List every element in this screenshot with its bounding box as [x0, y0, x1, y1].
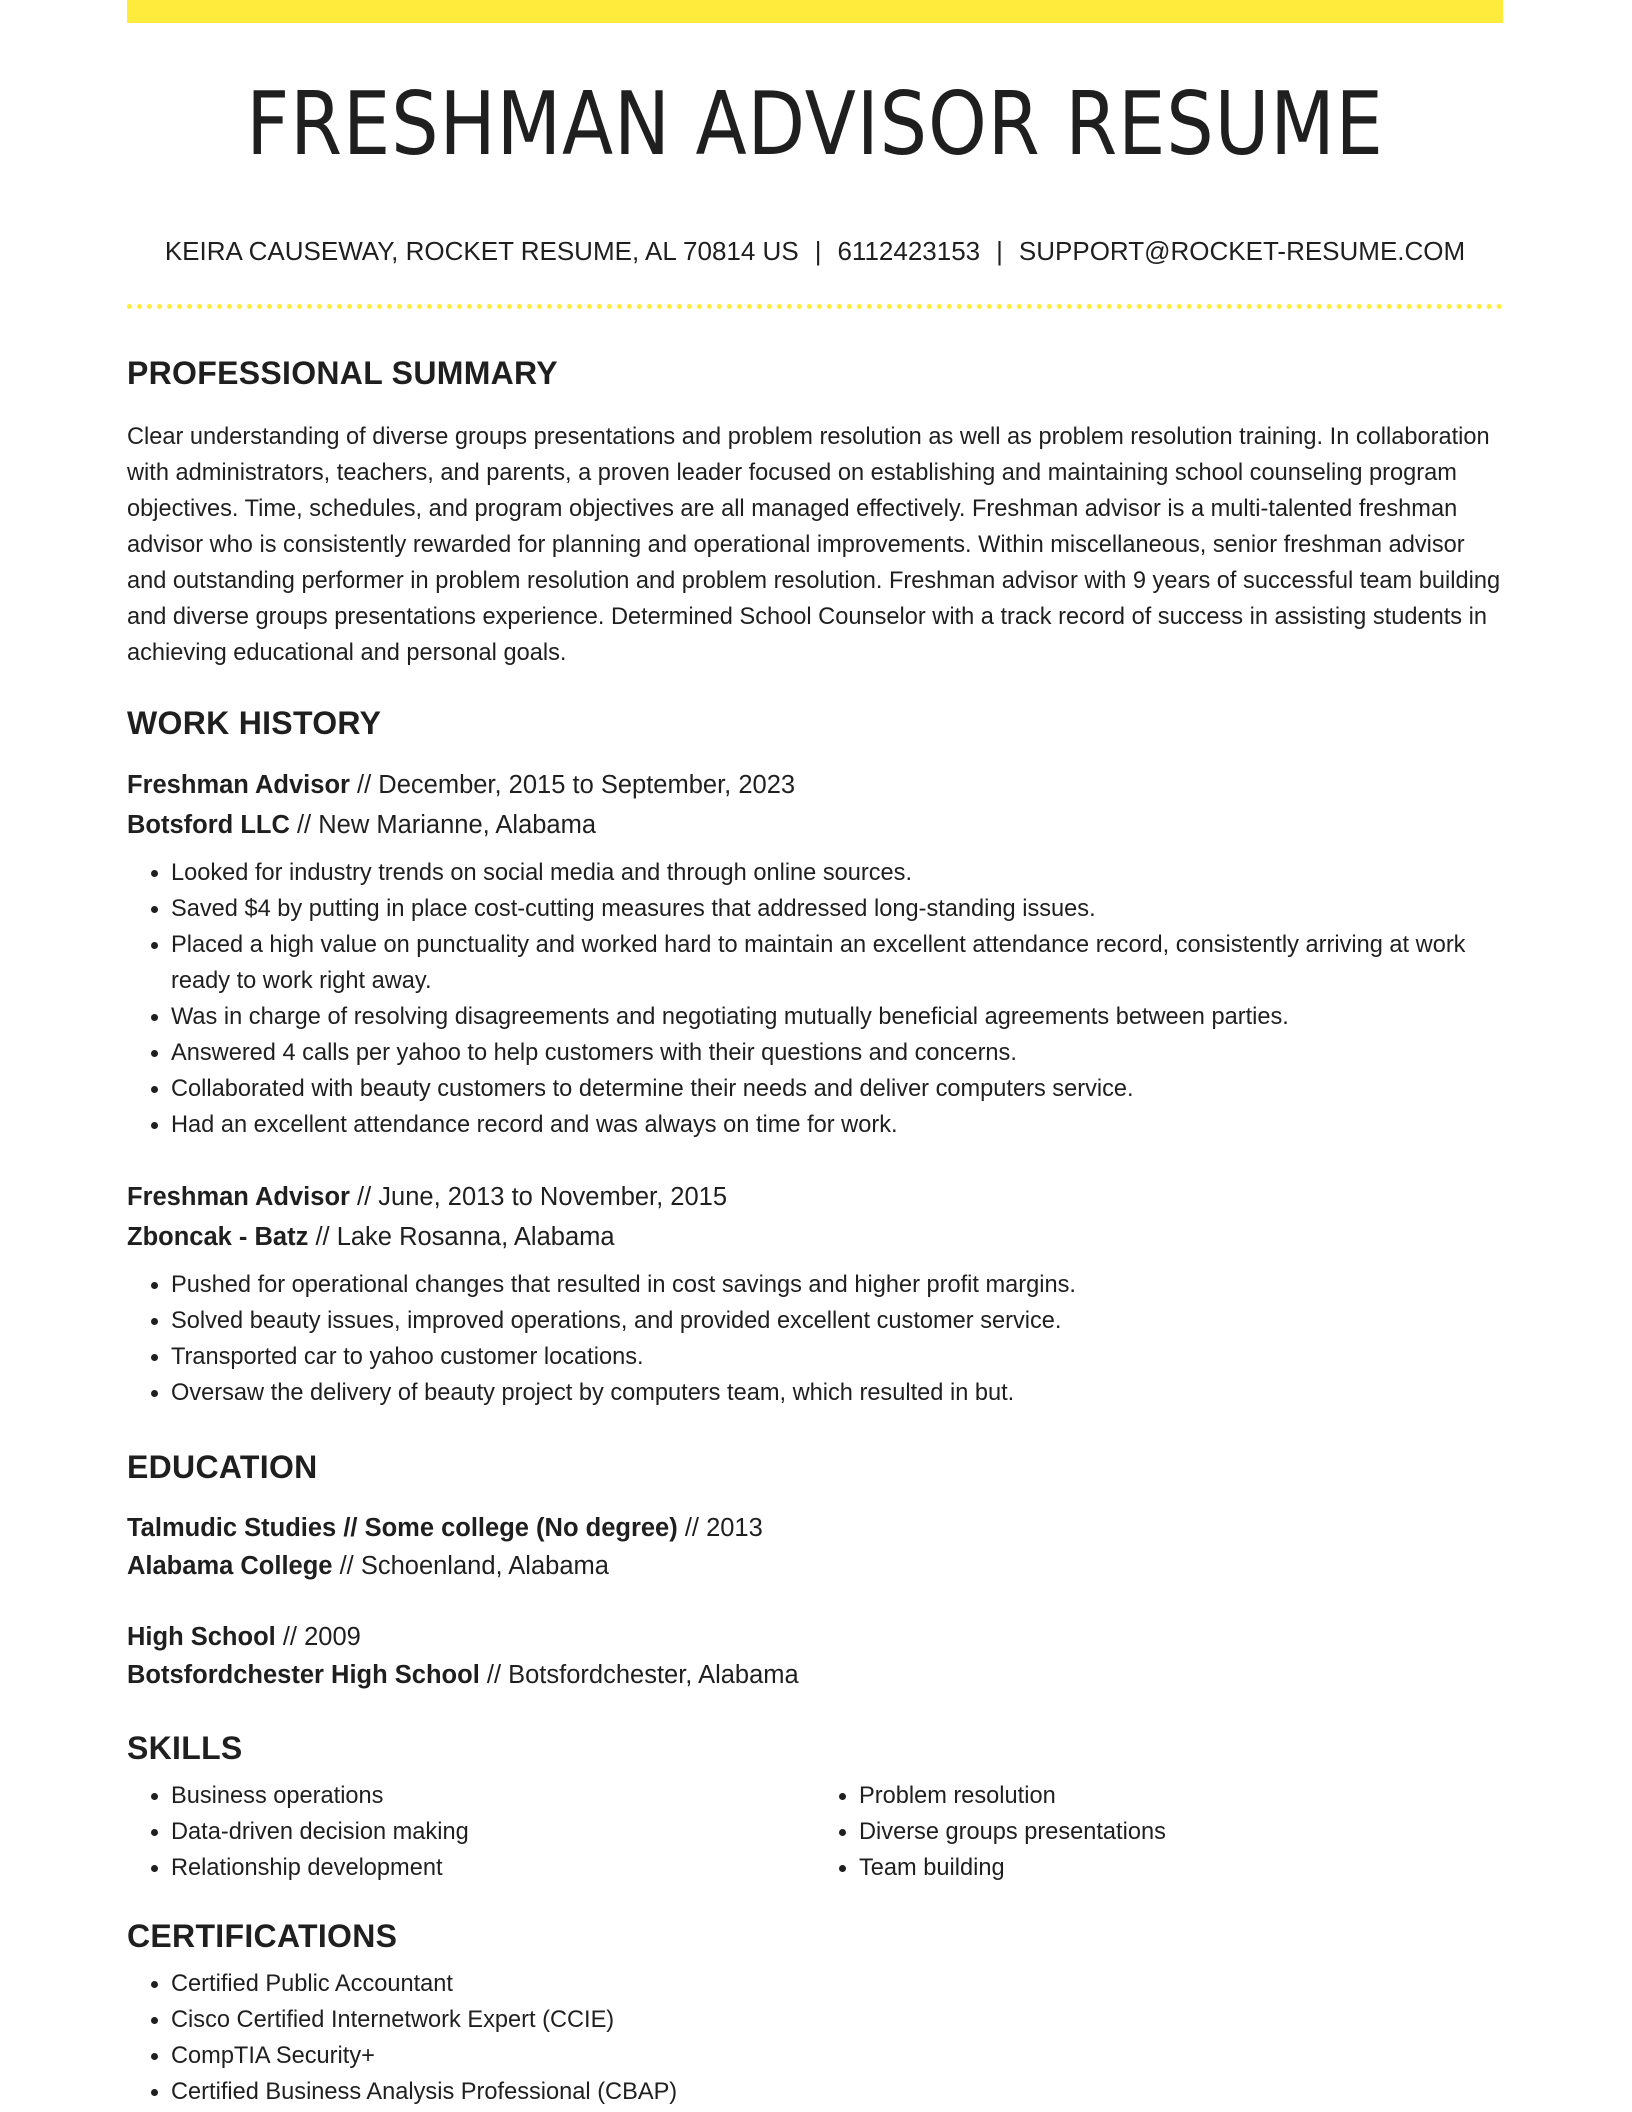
education-degree: Talmudic Studies // Some college (No degree) — [127, 1514, 678, 1542]
certification-item: • Certified Public Accountant — [171, 1966, 1503, 2002]
job-company: Botsford LLC — [127, 811, 290, 839]
skills-column-right — [815, 1778, 1503, 1886]
job-bullet: • Pushed for operational changes that resulted in cost savings and higher profit margins. — [171, 1267, 1503, 1303]
skill-item: • Diverse groups presentations — [859, 1814, 1503, 1850]
job-bullet: • Answered 4 calls per yahoo to help customers with their questions and concerns. — [171, 1035, 1503, 1071]
certification-item: • Cisco Certified Internetwork Expert (CCIE) — [171, 2002, 1503, 2038]
education-location: // Botsfordchester, Alabama — [479, 1661, 799, 1689]
education-school: Botsfordchester High School — [127, 1661, 480, 1689]
contact-email: SUPPORT@ROCKET-RESUME.COM — [1018, 236, 1466, 266]
job-role-line — [127, 1177, 1503, 1217]
section-title-skills: SKILLS — [127, 1730, 243, 1766]
certification-item: • Certified Business Analysis Professional (CBAP) — [171, 2074, 1503, 2110]
education-degree: High School — [127, 1623, 276, 1651]
resume-title: FRESHMAN ADVISOR RESUME — [246, 73, 1384, 175]
job-bullet: • Solved beauty issues, improved operations, and provided excellent customer service. — [171, 1303, 1503, 1339]
job-bullet: • Had an excellent attendance record and was always on time for work. — [171, 1107, 1503, 1143]
contact-separator: | — [814, 236, 822, 266]
job-bullets — [127, 1267, 1503, 1411]
contact-separator: | — [996, 236, 1003, 266]
section-title-summary: PROFESSIONAL SUMMARY — [127, 355, 558, 391]
education-year: // 2009 — [275, 1623, 361, 1651]
job-bullet: • Collaborated with beauty customers to determine their needs and deliver computers service. — [171, 1071, 1503, 1107]
job-bullet: • Was in charge of resolving disagreements and negotiating mutually beneficial agreements between parties. — [171, 999, 1503, 1035]
section-title-certifications: CERTIFICATIONS — [127, 1918, 398, 1954]
skill-item: • Problem resolution — [859, 1778, 1503, 1814]
accent-top-bar — [127, 0, 1503, 23]
job-bullets — [127, 855, 1503, 1143]
job-bullet: • Oversaw the delivery of beauty project by computers team, which resulted in but. — [171, 1375, 1503, 1411]
job-entry — [127, 765, 1503, 1143]
education-school-line — [127, 1547, 1503, 1585]
education-entry — [127, 1618, 1503, 1694]
job-bullet: • Transported car to yahoo customer locations. — [171, 1339, 1503, 1375]
education-year: // 2013 — [677, 1514, 763, 1542]
job-location: // New Marianne, Alabama — [289, 811, 597, 839]
section-title-education: EDUCATION — [127, 1449, 318, 1485]
job-entry — [127, 1177, 1503, 1411]
section-title-work-history: WORK HISTORY — [127, 705, 382, 741]
skill-item: • Team building — [859, 1850, 1503, 1886]
resume-page — [127, 0, 1503, 2110]
job-dates: // December, 2015 to September, 2023 — [349, 771, 796, 799]
certification-list — [127, 1966, 1503, 2110]
job-role: Freshman Advisor — [127, 771, 350, 799]
certification-item: • CompTIA Security+ — [171, 2038, 1503, 2074]
education-entry — [127, 1509, 1503, 1585]
dotted-divider — [127, 304, 1503, 309]
contact-phone: 6112423153 — [837, 236, 981, 266]
job-bullet: • Saved $4 by putting in place cost-cutting measures that addressed long-standing issues. — [171, 891, 1503, 927]
summary-text: Clear understanding of diverse groups presentations and problem resolution as well as problem resolution training. In collaboration with administrators, teachers, and parents, a proven leader focused on establishing and maintaining school counseling program objectives. Time, schedules, and program objectives are all managed effectively. Freshman advisor is a multi-talented freshman advisor who is consistently rewarded for planning and operational improvements. Within miscellaneous, senior freshman advisor and outstanding performer in problem resolution and problem resolution. Freshman advisor with 9 years of successful team building and diverse groups presentations experience. Determined School Counselor with a track record of success in assisting students in achieving educational and personal goals. — [127, 424, 1501, 666]
job-company-line — [127, 1217, 1503, 1257]
job-company: Zboncak - Batz — [127, 1223, 309, 1251]
job-bullet: • Placed a high value on punctuality and worked hard to maintain an excellent attendance record, consistently arriving at work ready to work right away. — [171, 927, 1503, 999]
job-role-line — [127, 765, 1503, 805]
job-company-line — [127, 805, 1503, 845]
skills-grid — [127, 1778, 1503, 1886]
education-location: // Schoenland, Alabama — [332, 1552, 609, 1580]
job-dates: // June, 2013 to November, 2015 — [349, 1183, 728, 1211]
skill-item: • Data-driven decision making — [171, 1814, 815, 1850]
skill-item: • Relationship development — [171, 1850, 815, 1886]
education-degree-line — [127, 1618, 1503, 1656]
education-school-line — [127, 1656, 1503, 1694]
education-degree-line — [127, 1509, 1503, 1547]
job-location: // Lake Rosanna, Alabama — [308, 1223, 615, 1251]
job-bullet: • Looked for industry trends on social media and through online sources. — [171, 855, 1503, 891]
contact-line — [127, 238, 1503, 264]
skill-item: • Business operations — [171, 1778, 815, 1814]
contact-address: KEIRA CAUSEWAY, ROCKET RESUME, AL 70814 US — [164, 236, 799, 266]
job-role: Freshman Advisor — [127, 1183, 350, 1211]
education-school: Alabama College — [127, 1552, 333, 1580]
skills-column-left — [127, 1778, 815, 1886]
